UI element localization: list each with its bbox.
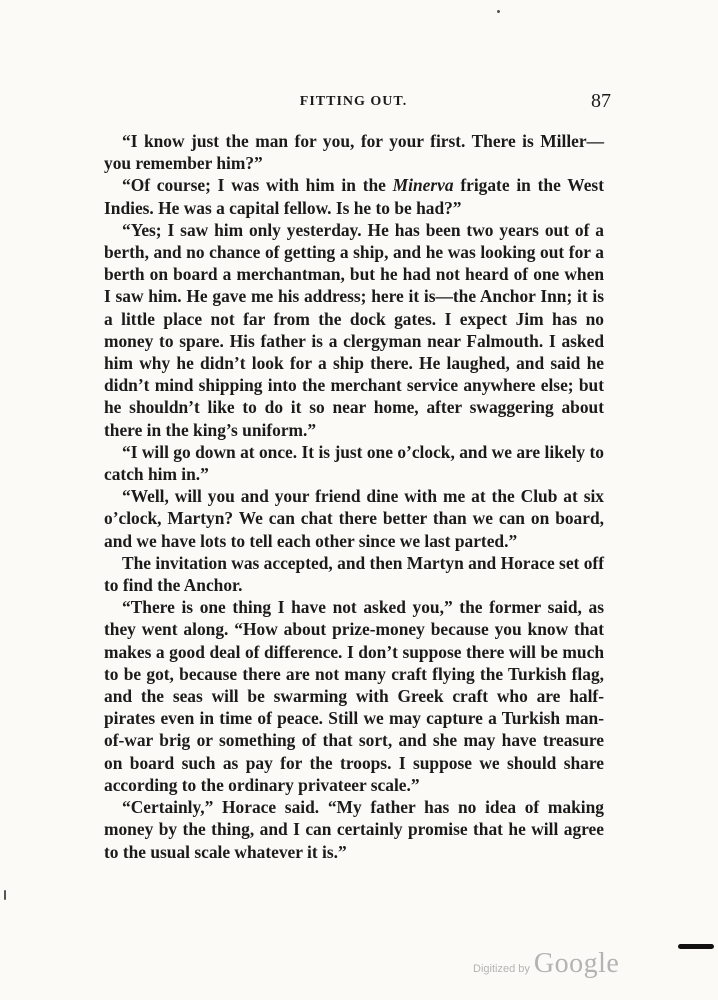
paragraph-text: “Yes; I saw him only yesterday. He has been two years out of a berth, and no chance of getting a ship, and he was looking out for a berth on board a merchantman, but he had not heard of one when I saw him. He gave me his address; here it is—the Anchor Inn; it is a little place not far from the dock gates. I expect Jim has no money to spare. His father is a clergyman near Falmouth. I asked him why he didn’t look for a ship there. He laughed, and said he didn’t mind shipping into the merchant service anywhere else; but he shouldn’t like to do it so near home, after swaggering about there in the king’s uniform.”	[104, 219, 604, 440]
paragraph-text: “I know just the man for you, for your first. There is Miller—you remember him?”	[104, 131, 604, 174]
paragraph	[104, 596, 604, 796]
google-logo: Google	[533, 948, 620, 979]
italic-ship-name: Minerva	[392, 175, 454, 196]
paragraph	[104, 485, 604, 552]
paragraph-text: frigate in the West Indies. He was a capital fellow. Is he to be had?”	[104, 175, 604, 218]
digitization-watermark	[473, 948, 619, 980]
paragraph	[104, 796, 604, 863]
paragraph-text: “There is one thing I have not asked you,” the former said, as they went along. “How about prize-money because you know that makes a good deal of difference. I don’t suppose there will be much to be got, because there are not many craft flying the Turkish flag, and the seas will be swarming with Greek craft who are half-pirates even in time of peace. Still we may capture a Turkish man-of-war brig or something of that sort, and she may have treasure on board such as pay for the troops. I suppose we should share according to the ordinary privateer scale.”	[104, 597, 604, 795]
paragraph	[104, 130, 604, 174]
paragraph-text: The invitation was accepted, and then Martyn and Horace set off to find the Anchor.	[104, 552, 604, 596]
running-head: FITTING OUT.	[299, 94, 408, 109]
ink-speck	[4, 890, 6, 900]
paragraph	[104, 219, 604, 441]
paragraph-text: “Certainly,” Horace said. “My father has no idea of making money by the thing, and I can certainly promise that he will agree to the usual scale whatever it is.”	[104, 797, 604, 862]
paragraph-text: “I will go down at once. It is just one o’clock, and we are likely to catch him in.”	[104, 441, 604, 485]
paragraph	[104, 441, 604, 485]
paragraph	[104, 552, 604, 596]
page-header	[96, 90, 611, 116]
paragraph	[104, 174, 604, 218]
ink-speck	[497, 10, 500, 13]
page-number: 87	[591, 90, 611, 112]
margin-rule-mark	[678, 944, 714, 949]
body-text	[104, 130, 604, 863]
watermark-prefix: Digitized by	[473, 963, 530, 975]
paragraph-text: “Well, will you and your friend dine with me at the Club at six o’clock, Martyn? We can chat there better than we can on board, and we have lots to tell each other since we last parted.”	[104, 486, 604, 551]
paragraph-text: “Of course; I was with him in the	[122, 175, 393, 196]
